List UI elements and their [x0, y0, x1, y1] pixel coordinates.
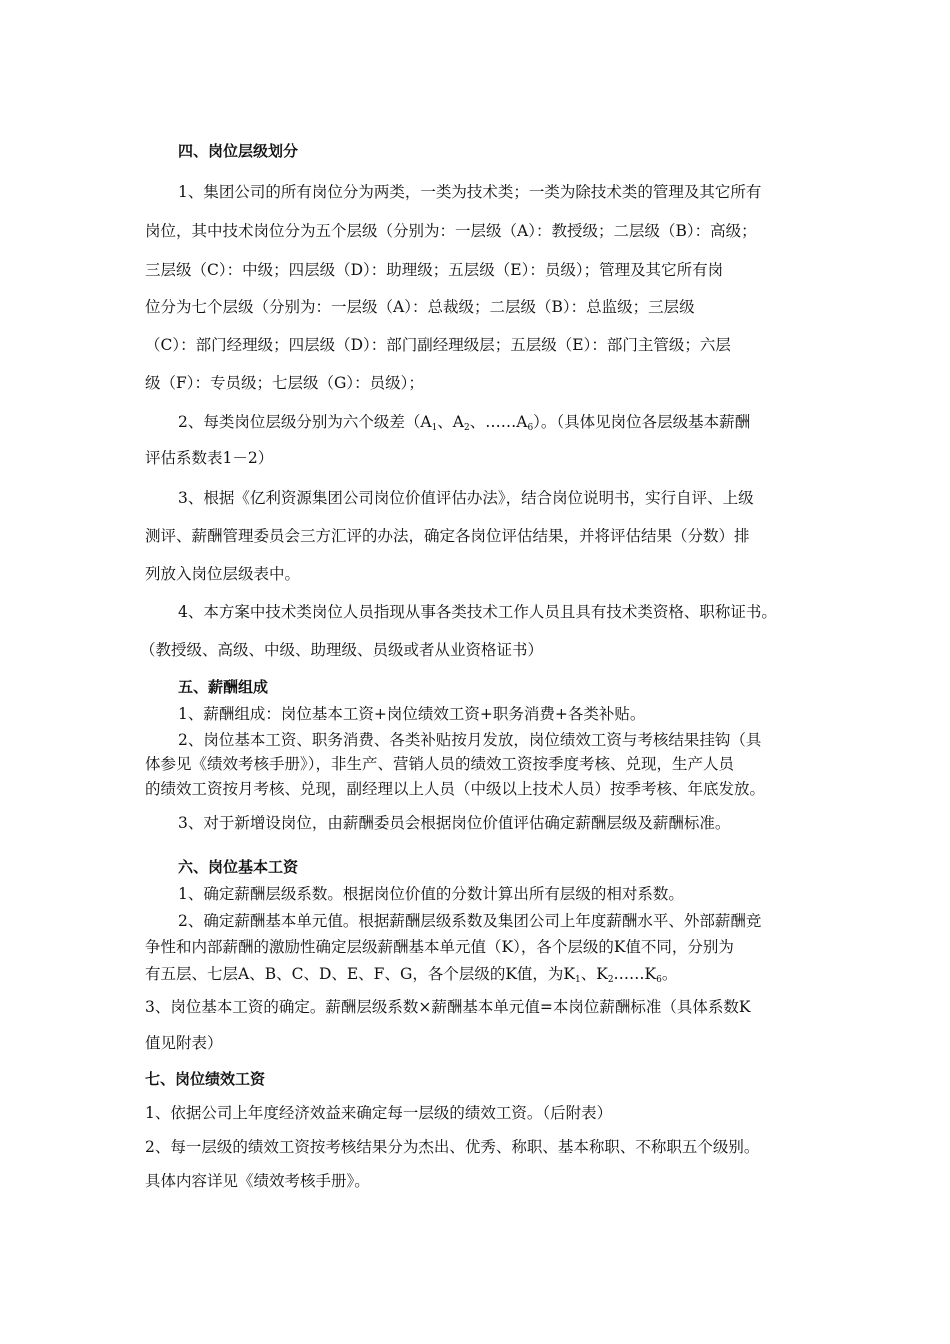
paragraph-line: 测评、薪酬管理委员会三方汇评的办法，确定各岗位评估结果，并将评估结果（分数）排: [145, 527, 750, 545]
text-fragment: 、……A: [469, 413, 528, 431]
paragraph-line: 列放入岗位层级表中。: [145, 565, 301, 583]
paragraph-line: 争性和内部薪酬的激励性确定层级薪酬基本单元值（K），各个层级的K值不同，分别为: [145, 938, 734, 956]
paragraph-line: 值见附表）: [145, 1034, 223, 1052]
text-fragment: 、K: [580, 965, 608, 983]
text-fragment: 、A: [437, 413, 464, 431]
subscript: 1: [431, 423, 438, 433]
paragraph-line: 级（F）：专员级；七层级（G）：员级）；: [145, 374, 424, 392]
section-heading-6: 六、岗位基本工资: [178, 858, 299, 876]
paragraph-line: 3、对于新增设岗位，由薪酬委员会根据岗位价值评估确定薪酬层级及薪酬标准。: [178, 814, 731, 832]
paragraph-line: 2、岗位基本工资、职务消费、各类补贴按月发放，岗位绩效工资与考核结果挂钩（具: [178, 731, 762, 749]
subscript: 2: [607, 975, 614, 985]
paragraph-line: 2、确定薪酬基本单元值。根据薪酬层级系数及集团公司上年度薪酬水平、外部薪酬竞: [178, 912, 762, 930]
paragraph-line: 三层级（C）：中级；四层级（D）：助理级；五层级（E）：员级）；管理及其它所有岗: [145, 261, 724, 279]
subscript: 1: [574, 975, 581, 985]
subscript: 6: [527, 423, 534, 433]
text-fragment: 2、每类岗位层级分别为六个级差（A: [178, 413, 432, 431]
paragraph-line: 具体内容详见《绩效考核手册》。: [145, 1172, 370, 1190]
subscript: 2: [464, 423, 470, 433]
section-heading-5: 五、薪酬组成: [178, 678, 269, 696]
paragraph-line: [178, 410, 846, 433]
section-heading-4: 四、岗位层级划分: [178, 142, 299, 160]
paragraph-line: 1、集团公司的所有岗位分为两类，一类为技术类；一类为除技术类的管理及其它所有: [178, 183, 762, 201]
paragraph-line: 1、薪酬组成：岗位基本工资+岗位绩效工资+职务消费+各类补贴。: [178, 705, 646, 723]
paragraph-line: 3、岗位基本工资的确定。薪酬层级系数×薪酬基本单元值=本岗位薪酬标准（具体系数K: [145, 998, 751, 1016]
paragraph-line: 体参见《绩效考核手册》），非生产、营销人员的绩效工资按季度考核、兑现，生产人员: [145, 755, 735, 773]
paragraph-line: （C）：部门经理级；四层级（D）：部门副经理级层；五层级（E）：部门主管级；六层: [145, 336, 731, 354]
subscript: 6: [656, 975, 662, 985]
section-heading-7: 七、岗位绩效工资: [145, 1070, 266, 1088]
paragraph-line: 岗位，其中技术岗位分为五个层级（分别为：一层级（A）：教授级；二层级（B）：高级；: [145, 222, 757, 240]
paragraph-line: （教授级、高级、中级、助理级、员级或者从业资格证书）: [140, 641, 544, 659]
text-fragment: 。: [661, 965, 678, 983]
paragraph-line: [145, 962, 813, 985]
text-fragment: ……K: [613, 965, 657, 983]
paragraph-line: 3、根据《亿利资源集团公司岗位价值评估办法》，结合岗位说明书，实行自评、上级: [178, 489, 754, 507]
text-fragment: 有五层、七层A、B、C、D、E、F、G，各个层级的K值，为K: [145, 965, 575, 983]
paragraph-line: 4、本方案中技术类岗位人员指现从事各类技术工作人员且具有技术类资格、职称证书。: [178, 603, 777, 621]
paragraph-line: 2、每一层级的绩效工资按考核结果分为杰出、优秀、称职、基本称职、不称职五个级别。: [145, 1138, 760, 1156]
text-fragment: ）。（具体见岗位各层级基本薪酬: [533, 413, 751, 431]
paragraph-line: 位分为七个层级（分别为：一层级（A）：总裁级；二层级（B）：总监级；三层级: [145, 298, 695, 316]
paragraph-line: 1、确定薪酬层级系数。根据岗位价值的分数计算出所有层级的相对系数。: [178, 885, 684, 903]
paragraph-line: 的绩效工资按月考核、兑现，副经理以上人员（中级以上技术人员）按季考核、年底发放。: [145, 780, 766, 798]
paragraph-line: 评估系数表1－2）: [145, 449, 274, 467]
paragraph-line: 1、依据公司上年度经济效益来确定每一层级的绩效工资。（后附表）: [145, 1104, 613, 1122]
